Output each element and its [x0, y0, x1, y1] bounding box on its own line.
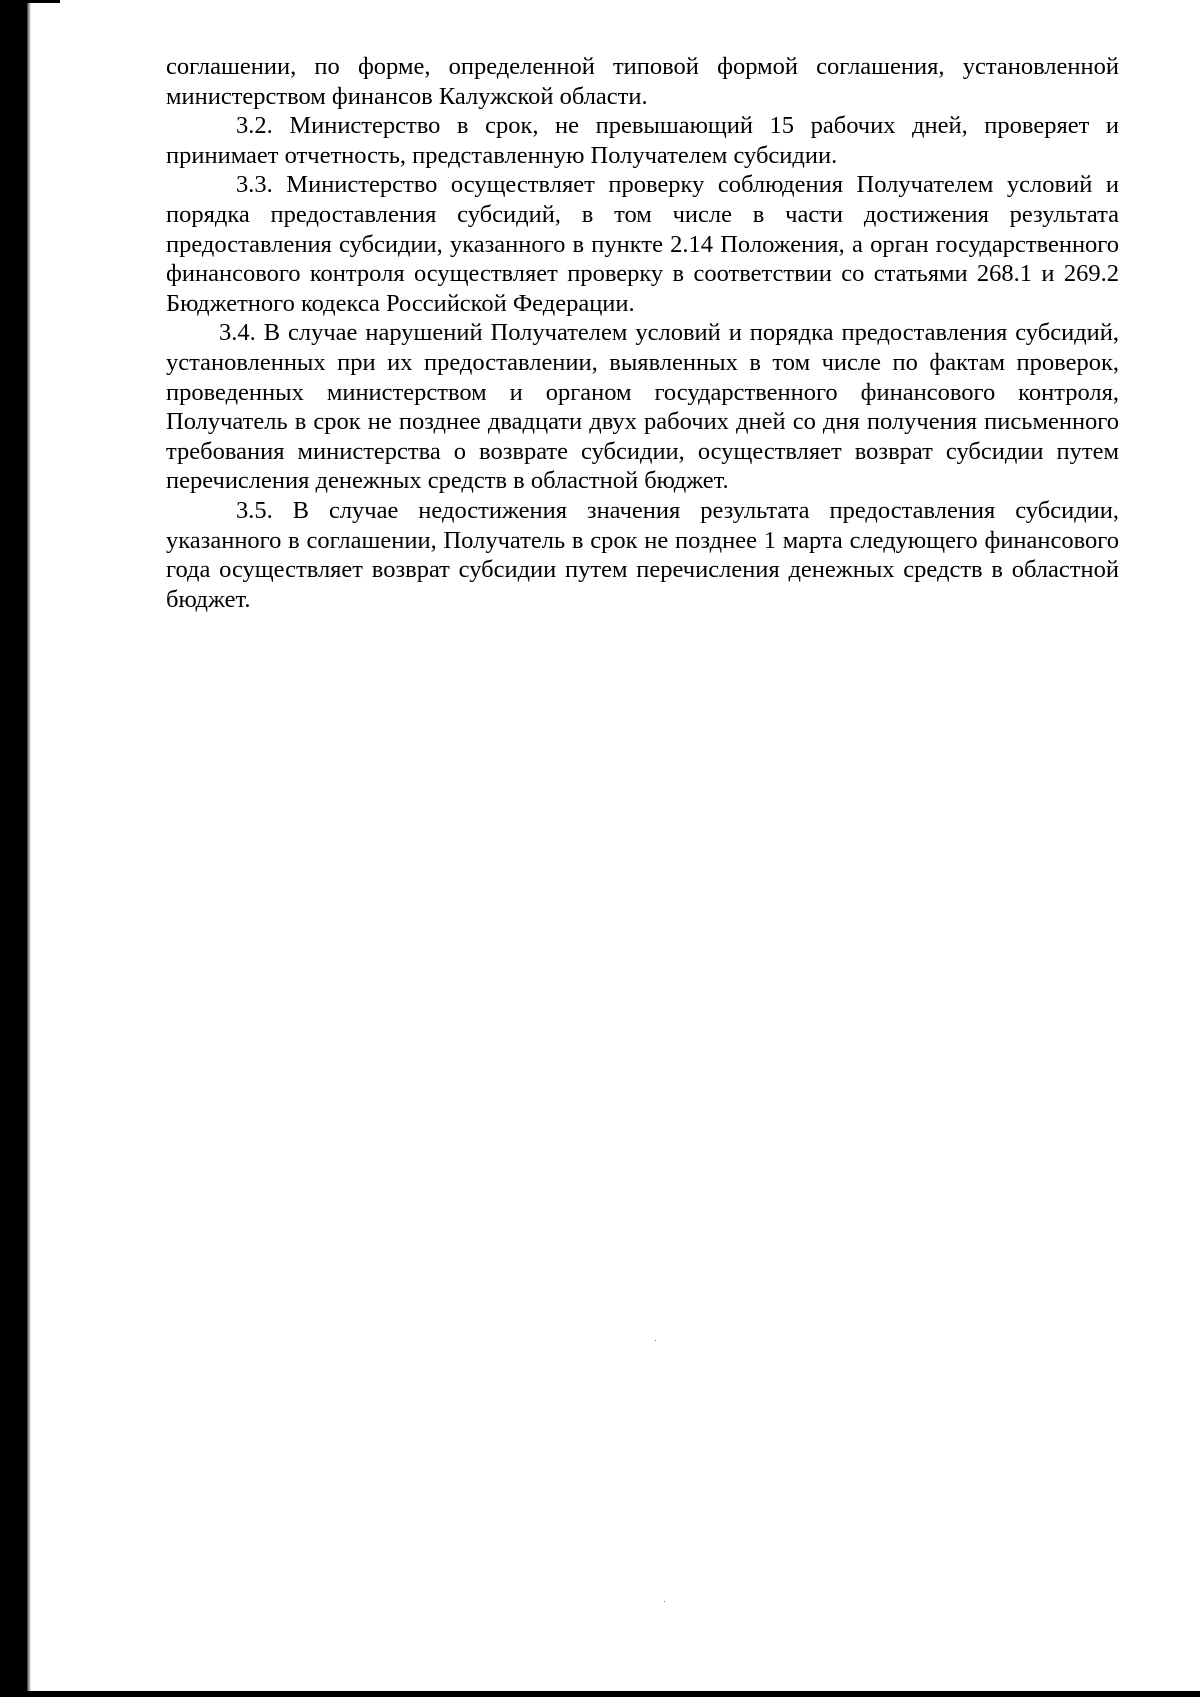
scan-border-bottom [0, 1691, 1200, 1697]
scan-speck [655, 1340, 656, 1341]
paragraph-3-4: 3.4. В случае нарушений Получателем условий и порядка предоставления субсидий, установленных при их предоставлении, выявленных в том числе по фактам проверок, проведенных министерством и органом государственного финансового контроля, Получатель в срок не позднее двадцати двух рабочих дней со дня получения письменного требования министерства о возврате субсидии, осуществляет возврат субсидии путем перечисления денежных средств в областной бюджет. [166, 319, 1119, 495]
paragraph-3-5: 3.5. В случае недостижения значения результата предоставления субсидии, указанного в соглашении, Получатель в срок не позднее 1 марта следующего финансового года осуществляет возврат субсидии путем перечисления денежных средств в областной бюджет. [166, 496, 1119, 613]
scan-speck [664, 1601, 665, 1602]
paragraph-3-3: 3.3. Министерство осуществляет проверку соблюдения Получателем условий и порядка предоставления субсидий, в том числе в части достижения результата предоставления субсидии, указанного в пункте 2.14 Положения, а орган государственного финансового контроля осуществляет проверку в соответствии со статьями 268.1 и 269.2 Бюджетного кодекса Российской Федерации. [166, 171, 1119, 317]
document-body [166, 52, 1119, 614]
scan-border-left [0, 0, 27, 1697]
scan-border-top [0, 0, 60, 3]
paragraph-continuation: соглашении, по форме, определенной типовой формой соглашения, установленной министерством финансов Калужской области. [166, 53, 1119, 110]
paragraph-3-2: 3.2. Министерство в срок, не превышающий 15 рабочих дней, проверяет и принимает отчетность, представленную Получателем субсидии. [166, 112, 1119, 169]
